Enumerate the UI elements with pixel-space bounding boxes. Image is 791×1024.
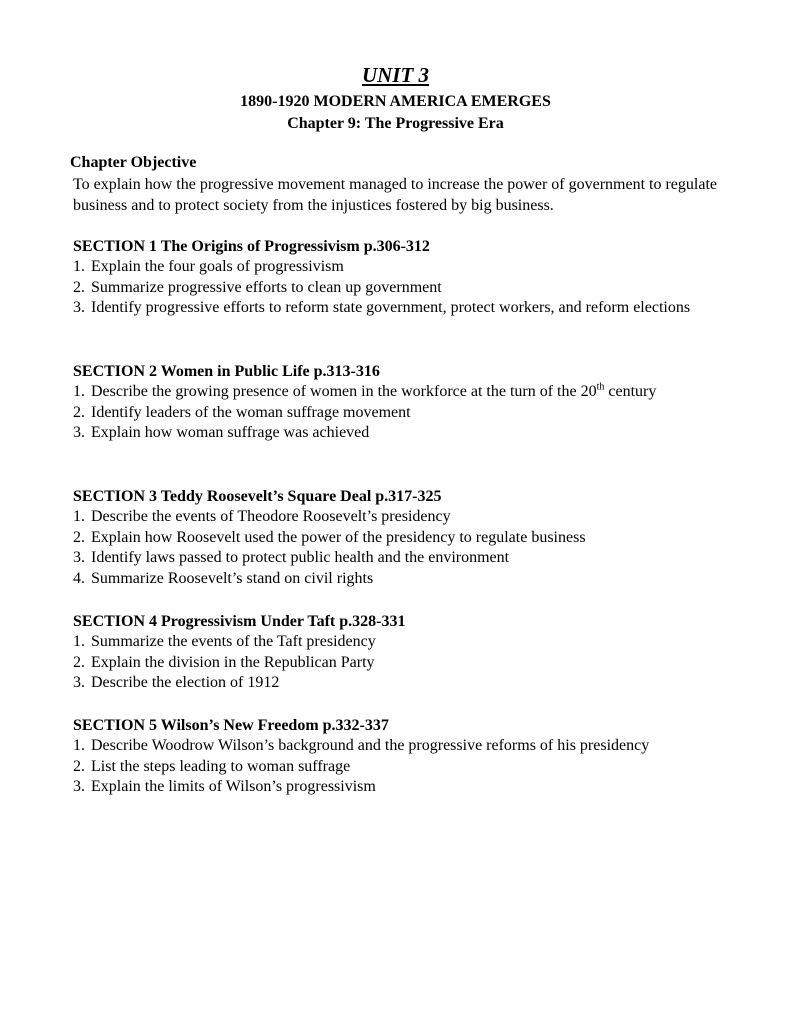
item-number: 2. — [73, 757, 85, 775]
item-text: Identify progressive efforts to reform state government, protect workers, and reform elections — [91, 299, 691, 317]
list-item — [73, 423, 763, 444]
item-text: Describe Woodrow Wilson’s background and the progressive reforms of his presidency — [91, 737, 650, 754]
list-item — [73, 757, 763, 778]
list-item — [73, 653, 763, 674]
list-item — [73, 632, 763, 653]
item-number: 3. — [73, 549, 85, 567]
section-4 — [73, 611, 763, 694]
list-item — [73, 777, 763, 798]
item-number: 1. — [73, 633, 85, 650]
item-number: 4. — [73, 570, 85, 588]
item-text: Summarize progressive efforts to clean up government — [91, 278, 442, 296]
list-item — [73, 403, 763, 424]
list-item — [73, 382, 763, 403]
list-item — [73, 548, 763, 569]
item-text: Explain the division in the Republican Party — [91, 653, 375, 671]
list-item — [73, 673, 763, 694]
item-number: 3. — [73, 299, 85, 317]
item-number: 2. — [73, 528, 85, 546]
item-text: Explain the four goals of progressivism — [91, 258, 344, 275]
list-item — [73, 507, 763, 528]
objective-heading: Chapter Objective — [70, 154, 197, 171]
item-number: 3. — [73, 674, 85, 692]
item-text: Describe the election of 1912 — [91, 674, 280, 692]
item-text: Explain how woman suffrage was achieved — [91, 424, 370, 442]
unit-title: UNIT 3 — [361, 63, 430, 87]
section-heading: SECTION 1 The Origins of Progressivism p.306-312 — [73, 238, 430, 255]
item-text: Identify leaders of the woman suffrage movement — [91, 403, 411, 421]
item-number: 2. — [73, 403, 85, 421]
item-number: 3. — [73, 778, 85, 796]
item-text: Explain the limits of Wilson’s progressivism — [91, 778, 376, 796]
item-text: Explain how Roosevelt used the power of the presidency to regulate business — [91, 528, 586, 546]
section-heading: SECTION 3 Teddy Roosevelt’s Square Deal p.317-325 — [73, 488, 442, 505]
objective-text: To explain how the progressive movement managed to increase the power of government to regulate business and to protect society from the injustices fostered by big business. — [73, 176, 717, 214]
list-item — [73, 298, 763, 319]
list-item — [73, 736, 763, 757]
section-5 — [73, 715, 763, 798]
list-item — [73, 257, 763, 278]
chapter-subtitle: Chapter 9: The Progressive Era — [287, 115, 504, 132]
list-item — [73, 528, 763, 549]
item-number: 2. — [73, 653, 85, 671]
section-1 — [73, 236, 763, 319]
item-text: Identify laws passed to protect public health and the environment — [91, 549, 510, 567]
item-number: 1. — [73, 737, 85, 754]
item-number: 2. — [73, 278, 85, 296]
list-item — [73, 278, 763, 299]
item-text: Summarize Roosevelt’s stand on civil rights — [91, 570, 374, 588]
item-text: Describe the events of Theodore Roosevelt’s presidency — [91, 508, 451, 525]
item-number: 1. — [73, 258, 85, 275]
section-heading: SECTION 5 Wilson’s New Freedom p.332-337 — [73, 717, 389, 734]
item-text: Summarize the events of the Taft presidency — [91, 633, 376, 650]
section-heading: SECTION 2 Women in Public Life p.313-316 — [73, 363, 380, 380]
ordinal-superscript: th — [596, 381, 605, 393]
list-item — [73, 569, 763, 590]
item-number: 1. — [73, 508, 85, 525]
section-2 — [73, 361, 763, 444]
item-number: 3. — [73, 424, 85, 442]
item-number: 1. — [73, 383, 85, 400]
item-text: List the steps leading to woman suffrage — [91, 757, 351, 775]
section-heading: SECTION 4 Progressivism Under Taft p.328-331 — [73, 613, 406, 630]
era-subtitle: 1890-1920 MODERN AMERICA EMERGES — [240, 93, 551, 110]
section-3 — [73, 486, 763, 590]
item-text-continued: century — [604, 383, 657, 400]
item-text: Describe the growing presence of women in the workforce at the turn of the 20 — [91, 383, 597, 400]
